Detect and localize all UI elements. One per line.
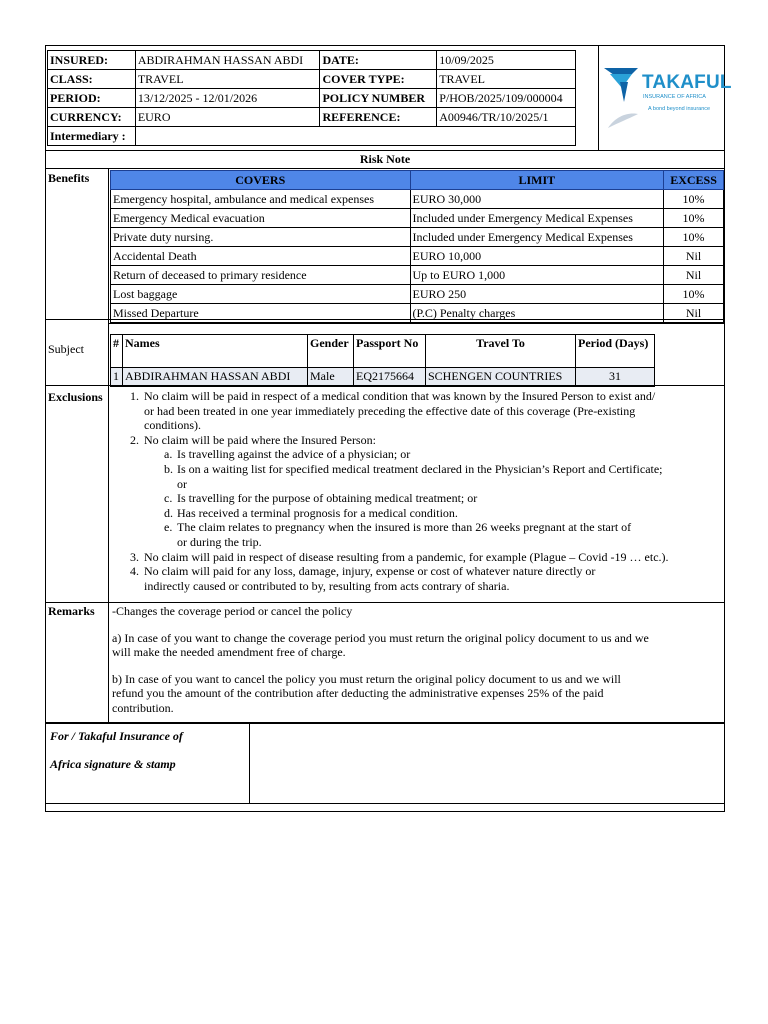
exclusion-text-line: indirectly caused or contributed to by, resulting from acts contrary of sharia.: [144, 578, 510, 593]
benefit-excess: 10%: [664, 190, 724, 209]
logo-tagline: A bond beyond insurance: [648, 106, 711, 112]
subject-row: [111, 368, 655, 387]
subject-number: 1: [111, 368, 123, 387]
benefit-row: [111, 190, 724, 209]
benefit-row: [111, 285, 724, 304]
exclusion-item: [112, 550, 724, 565]
benefit-cover: Emergency hospital, ambulance and medical expenses: [111, 190, 411, 209]
exclusion-item: [112, 389, 724, 433]
currency-label: CURRENCY:: [48, 108, 136, 127]
subject-col-period: Period (Days): [576, 335, 655, 368]
policy-number-label: POLICY NUMBER: [320, 89, 437, 108]
exclusion-number: e.: [164, 520, 173, 535]
exclusion-text-line: The claim relates to pregnancy when the insured is more than 26 weeks pregnant at the start of: [177, 520, 632, 535]
benefit-limit: EURO 30,000: [410, 190, 664, 209]
policy-info-table: [47, 50, 576, 146]
exclusion-number: 2.: [130, 432, 139, 447]
exclusion-text-line: Is on a waiting list for specified medical treatment declared in the Physician’s Report and Certificate;: [177, 461, 663, 476]
reference-label: REFERENCE:: [320, 108, 437, 127]
signature-line2: Africa signature & stamp: [50, 757, 176, 771]
exclusion-text-line: No claim will paid for any loss, damage, injury, expense or cost of whatever nature directly or: [144, 564, 596, 579]
remarks-intro: -Changes the coverage period or cancel the policy: [112, 604, 353, 618]
intermediary-value: [135, 127, 575, 146]
subject-passport: EQ2175664: [354, 368, 426, 387]
benefit-excess: Nil: [664, 247, 724, 266]
exclusion-number: 4.: [130, 564, 139, 579]
exclusions-label: Exclusions: [48, 390, 103, 404]
subject-col-travel-to: Travel To: [426, 335, 576, 368]
exclusion-number: c.: [164, 491, 173, 506]
cover-type-label: COVER TYPE:: [320, 70, 437, 89]
benefit-cover: Return of deceased to primary residence: [111, 266, 411, 285]
remarks-label: Remarks: [48, 604, 95, 618]
exclusion-text-line: or during the trip.: [177, 534, 262, 549]
excess-header: EXCESS: [664, 171, 724, 190]
benefit-limit: EURO 250: [410, 285, 664, 304]
benefit-row: [111, 209, 724, 228]
exclusion-text-line: Is travelling against the advice of a physician; or: [177, 447, 411, 462]
benefit-limit: Up to EURO 1,000: [410, 266, 664, 285]
reference-value: A00946/TR/10/2025/1: [437, 108, 576, 127]
date-value: 10/09/2025: [437, 51, 576, 70]
benefit-cover: Accidental Death: [111, 247, 411, 266]
limit-header: LIMIT: [410, 171, 664, 190]
exclusion-number: 3.: [130, 549, 139, 564]
subject-col-names: Names: [123, 335, 308, 368]
insured-value: ABDIRAHMAN HASSAN ABDI: [135, 51, 320, 70]
signature-stamp-area: [252, 726, 722, 802]
exclusion-text-line: No claim will be paid where the Insured Person:: [144, 432, 376, 447]
benefit-excess: 10%: [664, 209, 724, 228]
exclusion-number: b.: [164, 461, 173, 476]
benefit-excess: Nil: [664, 304, 724, 323]
signature-line1: For / Takaful Insurance of: [50, 729, 183, 743]
benefit-limit: (P.C) Penalty charges: [410, 304, 664, 323]
benefit-cover: Lost baggage: [111, 285, 411, 304]
subject-gender: Male: [308, 368, 354, 387]
remarks-b-line2: refund you the amount of the contribution after deducting the administrative expenses 25% of the paid: [112, 686, 604, 700]
exclusion-text-line: conditions).: [144, 418, 201, 433]
benefit-excess: 10%: [664, 285, 724, 304]
period-label: PERIOD:: [48, 89, 136, 108]
benefit-limit: Included under Emergency Medical Expenses: [410, 209, 664, 228]
remarks-a-line2: will make the needed amendment free of charge.: [112, 645, 346, 659]
exclusion-subitem: [112, 447, 724, 462]
class-value: TRAVEL: [135, 70, 320, 89]
logo-sub: INSURANCE OF AFRICA: [643, 94, 706, 100]
subject-col-number: #: [111, 335, 123, 368]
benefit-cover: Private duty nursing.: [111, 228, 411, 247]
benefit-cover: Missed Departure: [111, 304, 411, 323]
benefit-limit: EURO 10,000: [410, 247, 664, 266]
intermediary-label: Intermediary :: [48, 127, 136, 146]
risk-note-title: Risk Note: [359, 152, 411, 166]
exclusion-text-line: or: [177, 476, 187, 491]
logo-divider: [598, 45, 599, 151]
exclusion-subitem: [112, 491, 724, 506]
exclusion-subitem: [112, 506, 724, 521]
period-value: 13/12/2025 - 12/01/2026: [135, 89, 320, 108]
remarks-b-line1: b) In case of you want to cancel the policy you must return the original policy document to us and we will: [112, 671, 621, 686]
exclusion-item: [112, 564, 724, 593]
logo-arrow-icon: [602, 62, 642, 132]
benefit-row: [111, 228, 724, 247]
exclusion-text-line: No claim will paid in respect of disease resulting from a pandemic, for example (Plague – Covid -19 … etc.).: [144, 549, 669, 564]
exclusions-list: [112, 389, 724, 593]
exclusion-text-line: Is travelling for the purpose of obtaining medical treatment; or: [177, 491, 478, 506]
benefit-excess: 10%: [664, 228, 724, 247]
exclusion-text-line: No claim will be paid in respect of a medical condition that was known by the Insured Person to exist and/: [144, 389, 656, 403]
date-label: DATE:: [320, 51, 437, 70]
policy-number-value: P/HOB/2025/109/000004: [437, 89, 576, 108]
exclusion-number: 1.: [130, 389, 139, 403]
remarks-b-line3: contribution.: [112, 700, 174, 715]
benefit-excess: Nil: [664, 266, 724, 285]
exclusion-text-line: Has received a terminal prognosis for a medical condition.: [177, 505, 458, 520]
benefits-label: Benefits: [48, 171, 90, 185]
remarks-a-line1: a) In case of you want to change the coverage period you must return the original policy document to us and we: [112, 630, 649, 645]
logo-name: TAKAFUL: [642, 72, 732, 93]
subject-table: [110, 334, 655, 387]
exclusion-number: d.: [164, 505, 173, 520]
class-label: CLASS:: [48, 70, 136, 89]
subject-label: Subject: [48, 342, 84, 356]
covers-header: COVERS: [111, 171, 411, 190]
subject-name: ABDIRAHMAN HASSAN ABDI: [123, 368, 308, 387]
benefits-table: [110, 170, 724, 323]
benefit-row: [111, 247, 724, 266]
exclusion-subitem: [112, 462, 724, 491]
currency-value: EURO: [135, 108, 320, 127]
exclusion-text-line: or had been treated in one year immediately preceding the effective date of this coverage (Pre-existing: [144, 403, 636, 418]
cover-type-value: TRAVEL: [437, 70, 576, 89]
exclusion-subitem: [112, 520, 724, 549]
subject-period: 31: [576, 368, 655, 387]
benefit-row: [111, 266, 724, 285]
exclusion-number: a.: [164, 447, 173, 462]
insured-label: INSURED:: [48, 51, 136, 70]
exclusion-item: [112, 433, 724, 448]
subject-col-passport: Passport No: [354, 335, 426, 368]
subject-travel-to: SCHENGEN COUNTRIES: [426, 368, 576, 387]
remarks-content: [112, 604, 724, 715]
benefit-cover: Emergency Medical evacuation: [111, 209, 411, 228]
subject-col-gender: Gender: [308, 335, 354, 368]
company-logo: [600, 62, 732, 132]
benefit-limit: Included under Emergency Medical Expenses: [410, 228, 664, 247]
